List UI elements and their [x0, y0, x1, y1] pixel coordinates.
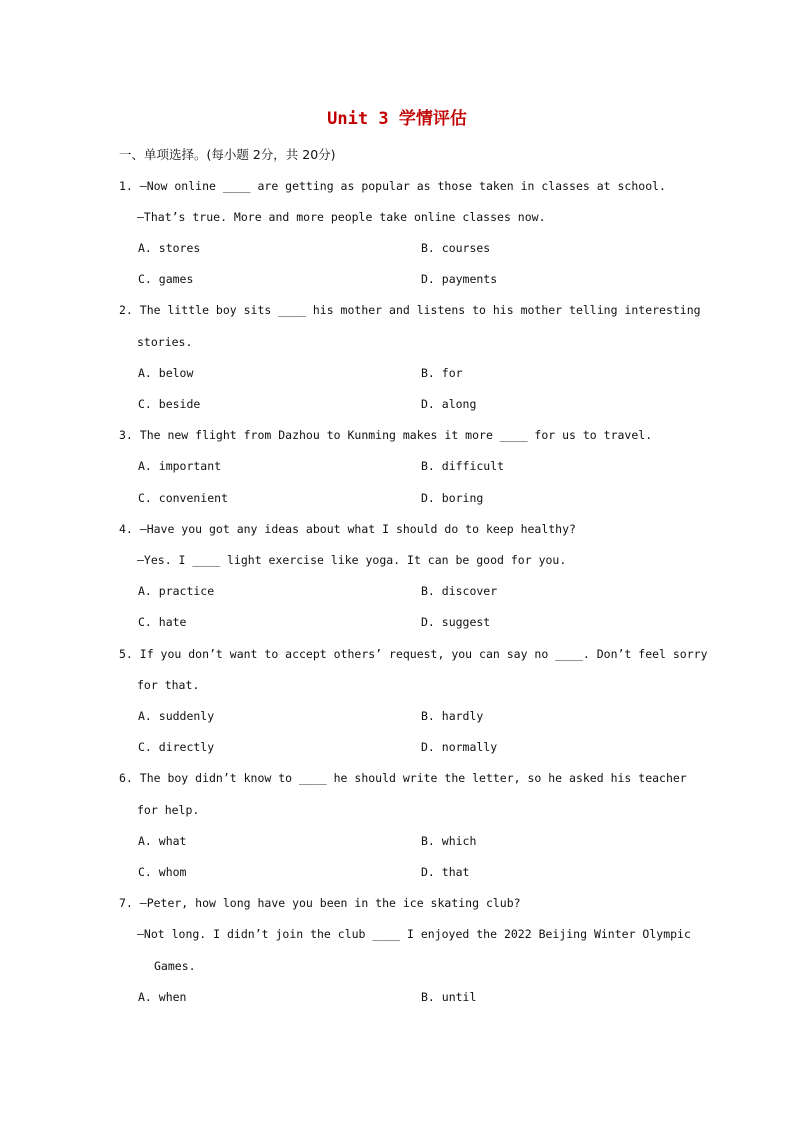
question-7-line-2: —Not long. I didn’t join the club ____ I enjoyed the 2022 Beijing Winter Olympic [137, 927, 691, 941]
question-4-option-c: C. hate [138, 615, 187, 629]
question-4-line-2: —Yes. I ____ light exercise like yoga. It can be good for you. [137, 553, 567, 567]
question-5-line-2: for that. [137, 678, 200, 692]
question-4-option-a: A. practice [138, 584, 215, 598]
question-5-line-1: 5. If you don’t want to accept others’ request, you can say no ____. Don’t feel sorry [119, 647, 708, 661]
question-5-option-a: A. suddenly [138, 709, 215, 723]
question-3-option-a: A. important [138, 459, 222, 473]
question-1-line-2: —That’s true. More and more people take online classes now. [137, 210, 546, 224]
question-2-option-d: D. along [421, 397, 477, 411]
question-6-option-d: D. that [421, 865, 470, 879]
question-3-option-d: D. boring [421, 491, 484, 505]
question-2-option-a: A. below [138, 366, 194, 380]
section-heading: 一、单项选择。(每小题 2分，共 20分) [119, 147, 336, 162]
question-2-line-1: 2. The little boy sits ____ his mother and listens to his mother telling interesting [119, 303, 701, 317]
question-4-option-b: B. discover [421, 584, 498, 598]
question-1-option-b: B. courses [421, 241, 491, 255]
question-7-option-b: B. until [421, 990, 477, 1004]
page-title: Unit 3 学情评估 [327, 109, 467, 129]
question-3-option-b: B. difficult [421, 459, 505, 473]
question-2-option-c: C. beside [138, 397, 201, 411]
question-6-option-a: A. what [138, 834, 187, 848]
question-5-option-c: C. directly [138, 740, 215, 754]
question-7-line-3: Games. [154, 959, 196, 973]
question-1-option-d: D. payments [421, 272, 498, 286]
question-1-option-a: A. stores [138, 241, 201, 255]
question-6-line-1: 6. The boy didn’t know to ____ he should write the letter, so he asked his teacher [119, 771, 687, 785]
question-1-option-c: C. games [138, 272, 194, 286]
question-4-option-d: D. suggest [421, 615, 491, 629]
question-6-option-b: B. which [421, 834, 477, 848]
question-4-line-1: 4. —Have you got any ideas about what I should do to keep healthy? [119, 522, 576, 536]
question-3-option-c: C. convenient [138, 491, 229, 505]
question-3-line-1: 3. The new flight from Dazhou to Kunming makes it more ____ for us to travel. [119, 428, 653, 442]
question-5-option-b: B. hardly [421, 709, 484, 723]
question-6-option-c: C. whom [138, 865, 187, 879]
question-6-line-2: for help. [137, 803, 200, 817]
question-7-option-a: A. when [138, 990, 187, 1004]
question-2-option-b: B. for [421, 366, 463, 380]
question-7-line-1: 7. —Peter, how long have you been in the ice skating club? [119, 896, 521, 910]
question-5-option-d: D. normally [421, 740, 498, 754]
question-2-line-2: stories. [137, 335, 193, 349]
question-1-line-1: 1. —Now online ____ are getting as popular as those taken in classes at school. [119, 179, 666, 193]
